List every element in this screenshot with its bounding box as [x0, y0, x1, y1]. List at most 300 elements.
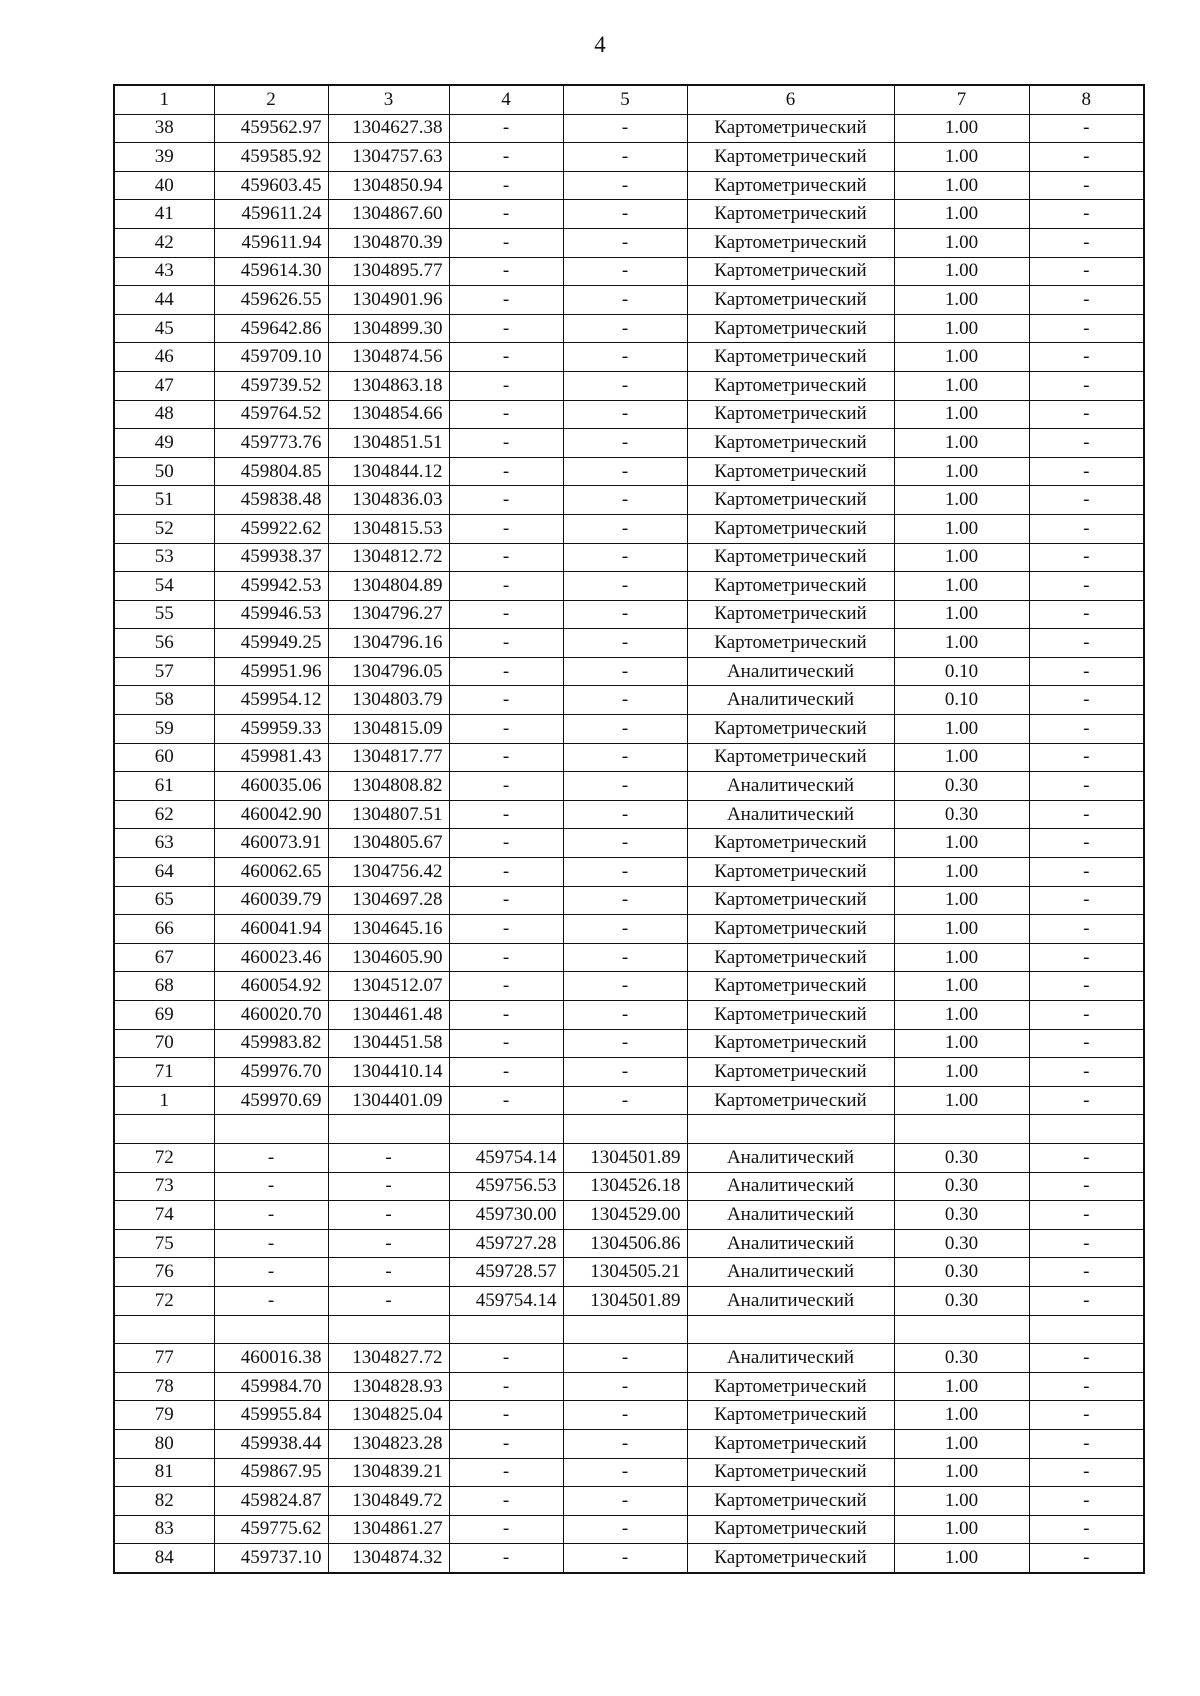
accuracy-cell: 1.00 [894, 200, 1029, 229]
y-new-cell: - [563, 800, 687, 829]
description-cell: - [1029, 1029, 1144, 1058]
x-new-cell: - [449, 858, 563, 887]
method-cell: Картометрический [687, 829, 894, 858]
method-cell: Картометрический [687, 514, 894, 543]
description-cell: - [1029, 1201, 1144, 1230]
y-new-cell: - [563, 314, 687, 343]
x-old-cell: 459585.92 [214, 143, 328, 172]
table-row [114, 572, 1144, 601]
method-cell: Аналитический [687, 1286, 894, 1315]
x-old-cell: 459981.43 [214, 743, 328, 772]
y-old-cell: 1304863.18 [328, 371, 449, 400]
table-row [114, 1058, 1144, 1087]
table-row [114, 200, 1144, 229]
y-old-cell: 1304808.82 [328, 772, 449, 801]
point-number-cell: 76 [114, 1258, 214, 1287]
method-cell: Картометрический [687, 1029, 894, 1058]
y-old-cell: 1304627.38 [328, 114, 449, 143]
y-old-cell: 1304899.30 [328, 314, 449, 343]
x-old-cell: - [214, 1286, 328, 1315]
accuracy-cell: 1.00 [894, 858, 1029, 887]
x-new-cell: - [449, 314, 563, 343]
x-old-cell: 459838.48 [214, 486, 328, 515]
x-new-cell: 459754.14 [449, 1143, 563, 1172]
x-new-cell: - [449, 228, 563, 257]
x-old-cell: 459938.37 [214, 543, 328, 572]
y-new-cell: - [563, 514, 687, 543]
table-row [114, 514, 1144, 543]
accuracy-cell [894, 1315, 1029, 1344]
method-cell: Картометрический [687, 314, 894, 343]
method-cell: Картометрический [687, 1401, 894, 1430]
table-row [114, 1401, 1144, 1430]
x-new-cell: - [449, 486, 563, 515]
description-cell: - [1029, 686, 1144, 715]
y-old-cell: - [328, 1201, 449, 1230]
point-number-cell: 55 [114, 600, 214, 629]
x-old-cell: 460023.46 [214, 943, 328, 972]
y-new-cell: 1304526.18 [563, 1172, 687, 1201]
method-cell: Картометрический [687, 486, 894, 515]
column-header: 3 [328, 85, 449, 114]
table-row [114, 886, 1144, 915]
column-header: 7 [894, 85, 1029, 114]
point-number-cell: 51 [114, 486, 214, 515]
method-cell: Картометрический [687, 915, 894, 944]
accuracy-cell: 1.00 [894, 1401, 1029, 1430]
y-new-cell: - [563, 657, 687, 686]
method-cell: Картометрический [687, 343, 894, 372]
y-old-cell: 1304756.42 [328, 858, 449, 887]
method-cell: Картометрический [687, 257, 894, 286]
method-cell: Картометрический [687, 1515, 894, 1544]
method-cell: Картометрический [687, 1058, 894, 1087]
method-cell [687, 1315, 894, 1344]
y-new-cell: 1304501.89 [563, 1143, 687, 1172]
point-number-cell: 70 [114, 1029, 214, 1058]
x-new-cell: - [449, 600, 563, 629]
point-number-cell: 71 [114, 1058, 214, 1087]
y-new-cell: - [563, 400, 687, 429]
description-cell: - [1029, 1544, 1144, 1573]
y-old-cell: 1304851.51 [328, 429, 449, 458]
x-old-cell: - [214, 1229, 328, 1258]
accuracy-cell: 0.30 [894, 1201, 1029, 1230]
table-row [114, 429, 1144, 458]
accuracy-cell: 1.00 [894, 514, 1029, 543]
x-new-cell: - [449, 800, 563, 829]
x-old-cell: 459955.84 [214, 1401, 328, 1430]
method-cell: Картометрический [687, 1458, 894, 1487]
description-cell: - [1029, 514, 1144, 543]
y-old-cell: 1304805.67 [328, 829, 449, 858]
x-old-cell: 459946.53 [214, 600, 328, 629]
point-number-cell: 39 [114, 143, 214, 172]
method-cell: Аналитический [687, 657, 894, 686]
point-number-cell: 65 [114, 886, 214, 915]
method-cell: Картометрический [687, 715, 894, 744]
table-row [114, 1001, 1144, 1030]
y-new-cell: - [563, 371, 687, 400]
method-cell: Аналитический [687, 1258, 894, 1287]
column-header: 8 [1029, 85, 1144, 114]
x-old-cell: 459824.87 [214, 1487, 328, 1516]
y-old-cell: 1304812.72 [328, 543, 449, 572]
x-new-cell: - [449, 1401, 563, 1430]
accuracy-cell: 1.00 [894, 1086, 1029, 1115]
x-old-cell: 459642.86 [214, 314, 328, 343]
x-new-cell: - [449, 1429, 563, 1458]
table-row [114, 343, 1144, 372]
point-number-cell: 46 [114, 343, 214, 372]
description-cell: - [1029, 114, 1144, 143]
table-row [114, 286, 1144, 315]
point-number-cell: 45 [114, 314, 214, 343]
x-old-cell: 459959.33 [214, 715, 328, 744]
description-cell: - [1029, 486, 1144, 515]
y-old-cell: 1304410.14 [328, 1058, 449, 1087]
point-number-cell: 79 [114, 1401, 214, 1430]
x-new-cell: - [449, 572, 563, 601]
x-old-cell: 459867.95 [214, 1458, 328, 1487]
table-row [114, 143, 1144, 172]
table-row [114, 1458, 1144, 1487]
y-new-cell: - [563, 686, 687, 715]
point-number-cell: 58 [114, 686, 214, 715]
y-old-cell [328, 1115, 449, 1144]
description-cell [1029, 1115, 1144, 1144]
method-cell: Картометрический [687, 371, 894, 400]
column-header: 1 [114, 85, 214, 114]
description-cell: - [1029, 1429, 1144, 1458]
x-old-cell: 459976.70 [214, 1058, 328, 1087]
accuracy-cell: 1.00 [894, 1487, 1029, 1516]
point-number-cell: 53 [114, 543, 214, 572]
accuracy-cell: 1.00 [894, 1429, 1029, 1458]
accuracy-cell: 1.00 [894, 829, 1029, 858]
table-row [114, 829, 1144, 858]
y-new-cell [563, 1115, 687, 1144]
point-number-cell: 75 [114, 1229, 214, 1258]
x-old-cell: 459739.52 [214, 371, 328, 400]
table-row [114, 228, 1144, 257]
y-new-cell: - [563, 858, 687, 887]
x-old-cell: - [214, 1258, 328, 1287]
x-new-cell: - [449, 972, 563, 1001]
x-new-cell: 459727.28 [449, 1229, 563, 1258]
y-old-cell: 1304850.94 [328, 171, 449, 200]
table-row [114, 543, 1144, 572]
accuracy-cell: 1.00 [894, 943, 1029, 972]
table-row [114, 858, 1144, 887]
table-row [114, 686, 1144, 715]
point-number-cell [114, 1115, 214, 1144]
description-cell: - [1029, 743, 1144, 772]
y-old-cell: - [328, 1172, 449, 1201]
accuracy-cell: 1.00 [894, 915, 1029, 944]
point-number-cell: 48 [114, 400, 214, 429]
method-cell: Картометрический [687, 457, 894, 486]
method-cell: Картометрический [687, 572, 894, 601]
y-old-cell: 1304645.16 [328, 915, 449, 944]
y-new-cell: - [563, 1515, 687, 1544]
y-old-cell: 1304815.53 [328, 514, 449, 543]
method-cell: Картометрический [687, 1487, 894, 1516]
x-new-cell: - [449, 286, 563, 315]
x-old-cell: 459922.62 [214, 514, 328, 543]
description-cell: - [1029, 200, 1144, 229]
description-cell: - [1029, 1058, 1144, 1087]
table-row [114, 915, 1144, 944]
table-row [114, 1372, 1144, 1401]
x-old-cell: - [214, 1172, 328, 1201]
method-cell: Картометрический [687, 600, 894, 629]
y-new-cell: - [563, 343, 687, 372]
accuracy-cell [894, 1115, 1029, 1144]
method-cell: Картометрический [687, 1429, 894, 1458]
point-number-cell: 83 [114, 1515, 214, 1544]
method-cell [687, 1115, 894, 1144]
accuracy-cell: 1.00 [894, 114, 1029, 143]
table-row [114, 1487, 1144, 1516]
x-old-cell: 460073.91 [214, 829, 328, 858]
x-new-cell: - [449, 200, 563, 229]
y-new-cell: - [563, 228, 687, 257]
description-cell: - [1029, 1286, 1144, 1315]
point-number-cell: 78 [114, 1372, 214, 1401]
accuracy-cell: 1.00 [894, 1029, 1029, 1058]
method-cell: Картометрический [687, 400, 894, 429]
x-old-cell: 460062.65 [214, 858, 328, 887]
x-new-cell [449, 1315, 563, 1344]
point-number-cell: 60 [114, 743, 214, 772]
x-old-cell: - [214, 1201, 328, 1230]
description-cell: - [1029, 1344, 1144, 1373]
y-old-cell: 1304796.27 [328, 600, 449, 629]
y-new-cell: - [563, 915, 687, 944]
description-cell: - [1029, 171, 1144, 200]
method-cell: Аналитический [687, 772, 894, 801]
y-old-cell: 1304823.28 [328, 1429, 449, 1458]
y-old-cell: 1304461.48 [328, 1001, 449, 1030]
y-old-cell: 1304827.72 [328, 1344, 449, 1373]
y-new-cell: - [563, 943, 687, 972]
x-old-cell: 459626.55 [214, 286, 328, 315]
column-header: 5 [563, 85, 687, 114]
y-new-cell: - [563, 1344, 687, 1373]
column-header: 4 [449, 85, 563, 114]
x-new-cell: - [449, 629, 563, 658]
accuracy-cell: 1.00 [894, 972, 1029, 1001]
x-new-cell: - [449, 1001, 563, 1030]
point-number-cell: 73 [114, 1172, 214, 1201]
method-cell: Картометрический [687, 114, 894, 143]
x-old-cell: 459942.53 [214, 572, 328, 601]
table-row [114, 1344, 1144, 1373]
y-old-cell: - [328, 1258, 449, 1287]
method-cell: Картометрический [687, 743, 894, 772]
table-row [114, 1258, 1144, 1287]
x-new-cell: - [449, 657, 563, 686]
description-cell: - [1029, 886, 1144, 915]
x-old-cell: 459804.85 [214, 457, 328, 486]
x-old-cell: 459562.97 [214, 114, 328, 143]
x-old-cell: 459775.62 [214, 1515, 328, 1544]
description-cell: - [1029, 429, 1144, 458]
point-number-cell: 38 [114, 114, 214, 143]
point-number-cell: 41 [114, 200, 214, 229]
accuracy-cell: 0.30 [894, 1286, 1029, 1315]
description-cell: - [1029, 1172, 1144, 1201]
point-number-cell: 49 [114, 429, 214, 458]
method-cell: Аналитический [687, 1201, 894, 1230]
method-cell: Картометрический [687, 1086, 894, 1115]
x-new-cell: - [449, 715, 563, 744]
x-new-cell: - [449, 1029, 563, 1058]
description-cell: - [1029, 314, 1144, 343]
table-row [114, 400, 1144, 429]
x-new-cell: - [449, 1458, 563, 1487]
method-cell: Картометрический [687, 200, 894, 229]
x-old-cell: - [214, 1143, 328, 1172]
table-row [114, 1201, 1144, 1230]
point-number-cell: 68 [114, 972, 214, 1001]
method-cell: Картометрический [687, 286, 894, 315]
accuracy-cell: 1.00 [894, 600, 1029, 629]
description-cell: - [1029, 629, 1144, 658]
accuracy-cell: 0.30 [894, 1258, 1029, 1287]
x-new-cell: - [449, 772, 563, 801]
separator-row [114, 1115, 1144, 1144]
description-cell: - [1029, 915, 1144, 944]
y-new-cell: - [563, 1372, 687, 1401]
table-row [114, 486, 1144, 515]
point-number-cell: 1 [114, 1086, 214, 1115]
y-old-cell: 1304605.90 [328, 943, 449, 972]
accuracy-cell: 0.30 [894, 1344, 1029, 1373]
accuracy-cell: 1.00 [894, 715, 1029, 744]
point-number-cell: 44 [114, 286, 214, 315]
accuracy-cell: 1.00 [894, 343, 1029, 372]
y-new-cell: - [563, 1429, 687, 1458]
accuracy-cell: 1.00 [894, 257, 1029, 286]
description-cell: - [1029, 972, 1144, 1001]
y-old-cell: 1304697.28 [328, 886, 449, 915]
y-old-cell: 1304861.27 [328, 1515, 449, 1544]
y-new-cell: - [563, 171, 687, 200]
x-old-cell: 459983.82 [214, 1029, 328, 1058]
x-new-cell: - [449, 429, 563, 458]
table-row [114, 314, 1144, 343]
accuracy-cell: 1.00 [894, 1458, 1029, 1487]
y-old-cell: 1304901.96 [328, 286, 449, 315]
x-old-cell: 459954.12 [214, 686, 328, 715]
method-cell: Картометрический [687, 629, 894, 658]
accuracy-cell: 1.00 [894, 314, 1029, 343]
y-new-cell: - [563, 629, 687, 658]
column-header: 6 [687, 85, 894, 114]
point-number-cell: 61 [114, 772, 214, 801]
description-cell: - [1029, 1258, 1144, 1287]
point-number-cell: 66 [114, 915, 214, 944]
table-row [114, 743, 1144, 772]
y-old-cell: 1304796.05 [328, 657, 449, 686]
x-new-cell: - [449, 143, 563, 172]
accuracy-cell: 1.00 [894, 1515, 1029, 1544]
description-cell [1029, 1315, 1144, 1344]
table-row [114, 1286, 1144, 1315]
y-new-cell: - [563, 257, 687, 286]
column-header: 2 [214, 85, 328, 114]
x-new-cell: - [449, 943, 563, 972]
y-old-cell: 1304854.66 [328, 400, 449, 429]
table-row [114, 657, 1144, 686]
point-number-cell: 40 [114, 171, 214, 200]
accuracy-cell: 0.30 [894, 1143, 1029, 1172]
y-new-cell: 1304529.00 [563, 1201, 687, 1230]
accuracy-cell: 1.00 [894, 371, 1029, 400]
x-old-cell: 459773.76 [214, 429, 328, 458]
method-cell: Аналитический [687, 1143, 894, 1172]
x-new-cell: - [449, 1515, 563, 1544]
point-number-cell: 50 [114, 457, 214, 486]
y-old-cell: 1304874.56 [328, 343, 449, 372]
accuracy-cell: 1.00 [894, 286, 1029, 315]
y-new-cell: - [563, 886, 687, 915]
accuracy-cell: 0.30 [894, 1172, 1029, 1201]
x-old-cell: 459984.70 [214, 1372, 328, 1401]
description-cell: - [1029, 829, 1144, 858]
x-new-cell: 459754.14 [449, 1286, 563, 1315]
y-old-cell: - [328, 1143, 449, 1172]
x-old-cell: 459949.25 [214, 629, 328, 658]
table-row [114, 1544, 1144, 1573]
x-old-cell: 459611.24 [214, 200, 328, 229]
accuracy-cell: 1.00 [894, 743, 1029, 772]
table-row [114, 1429, 1144, 1458]
x-old-cell: 459737.10 [214, 1544, 328, 1573]
accuracy-cell: 1.00 [894, 629, 1029, 658]
table-row [114, 114, 1144, 143]
point-number-cell: 84 [114, 1544, 214, 1573]
method-cell: Картометрический [687, 543, 894, 572]
accuracy-cell: 1.00 [894, 1001, 1029, 1030]
y-new-cell: - [563, 600, 687, 629]
description-cell: - [1029, 1401, 1144, 1430]
accuracy-cell: 0.10 [894, 686, 1029, 715]
x-old-cell: 459709.10 [214, 343, 328, 372]
y-new-cell: - [563, 772, 687, 801]
method-cell: Картометрический [687, 228, 894, 257]
point-number-cell: 74 [114, 1201, 214, 1230]
y-new-cell: 1304501.89 [563, 1286, 687, 1315]
header-row [114, 85, 1144, 114]
table-row [114, 629, 1144, 658]
point-number-cell: 62 [114, 800, 214, 829]
point-number-cell: 64 [114, 858, 214, 887]
y-new-cell: - [563, 1401, 687, 1430]
x-old-cell: 460020.70 [214, 1001, 328, 1030]
method-cell: Аналитический [687, 1344, 894, 1373]
description-cell: - [1029, 1001, 1144, 1030]
accuracy-cell: 1.00 [894, 543, 1029, 572]
x-old-cell [214, 1315, 328, 1344]
x-old-cell: 460035.06 [214, 772, 328, 801]
description-cell: - [1029, 343, 1144, 372]
method-cell: Аналитический [687, 1172, 894, 1201]
description-cell: - [1029, 1487, 1144, 1516]
table-row [114, 1515, 1144, 1544]
